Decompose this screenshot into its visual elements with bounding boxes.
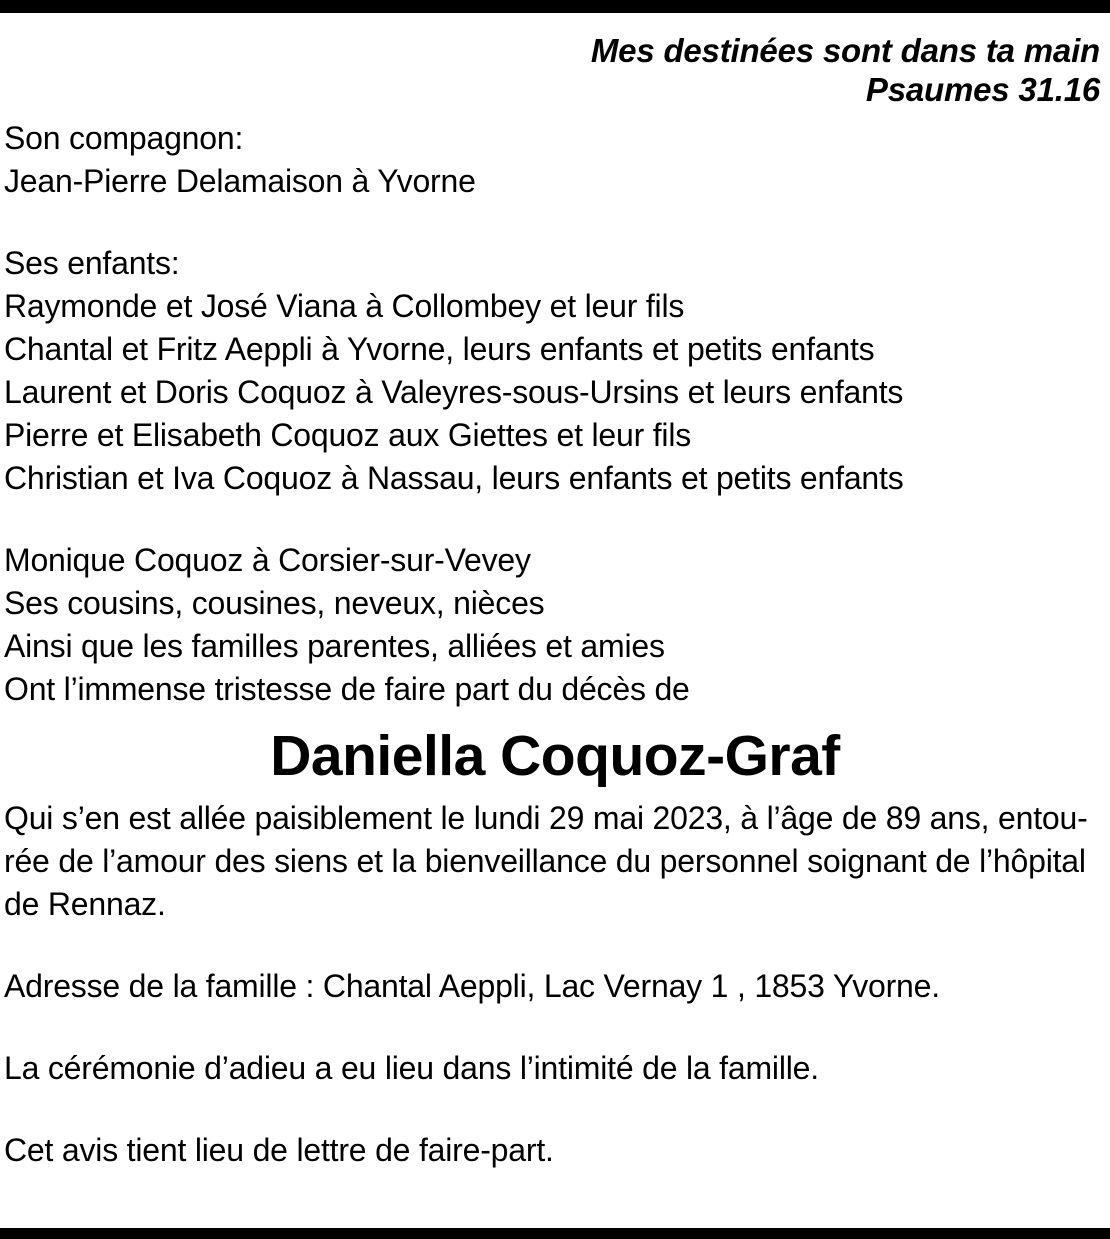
children-item: Chantal et Fritz Aeppli à Yvorne, leurs enfants et petits enfants (4, 331, 875, 367)
top-rule-divider (0, 0, 1110, 13)
relatives-line: Ses cousins, cousines, neveux, nièces (4, 585, 545, 621)
deceased-name: Daniella Coquoz-Graf (270, 724, 840, 788)
announcement-line: Ont l’immense tristesse de faire part du décès de (4, 671, 690, 707)
spacer (4, 500, 1106, 539)
epigraph-reference: Psaumes 31.16 (865, 71, 1100, 108)
passing-line: de Rennaz. (4, 886, 166, 922)
spacer (4, 203, 1106, 242)
children-item: Christian et Iva Coquoz à Nassau, leurs enfants et petits enfants (4, 460, 904, 496)
passing-line: rée de l’amour des siens et la bienveillance du personnel soignant de l’hôpital (4, 843, 1086, 879)
spacer (4, 1008, 1106, 1047)
companion-heading: Son compagnon: (4, 120, 244, 156)
relatives-section (4, 539, 1106, 711)
epigraph (4, 13, 1106, 109)
spacer (4, 1090, 1106, 1129)
bottom-rule-divider (0, 1228, 1110, 1239)
children-heading: Ses enfants: (4, 245, 180, 281)
passing-line: Qui s’en est allée paisiblement le lundi 29 mai 2023, à l’âge de 89 ans, entou- (4, 800, 1088, 836)
children-item: Pierre et Elisabeth Coquoz aux Giettes et leur fils (4, 417, 692, 453)
epigraph-quote: Mes destinées sont dans ta main (590, 32, 1100, 69)
family-address: Adresse de la famille : Chantal Aeppli, Lac Vernay 1 , 1853 Yvorne. (4, 968, 940, 1004)
spacer (4, 109, 1106, 117)
relatives-line: Ainsi que les familles parentes, alliées et amies (4, 628, 665, 664)
passing-paragraph (4, 797, 1106, 926)
relatives-line: Monique Coquoz à Corsier-sur-Vevey (4, 542, 531, 578)
ceremony-note: La cérémonie d’adieu a eu lieu dans l’intimité de la famille. (4, 1050, 819, 1086)
children-item: Raymonde et José Viana à Collombey et leur fils (4, 288, 685, 324)
closing-note: Cet avis tient lieu de lettre de faire-part. (4, 1132, 554, 1168)
children-section (4, 242, 1106, 500)
children-item: Laurent et Doris Coquoz à Valeyres-sous-Ursins et leurs enfants (4, 374, 904, 410)
spacer (4, 926, 1106, 965)
notice-content (0, 13, 1110, 1172)
companion-section (4, 117, 1106, 203)
companion-name: Jean-Pierre Delamaison à Yvorne (4, 163, 476, 199)
